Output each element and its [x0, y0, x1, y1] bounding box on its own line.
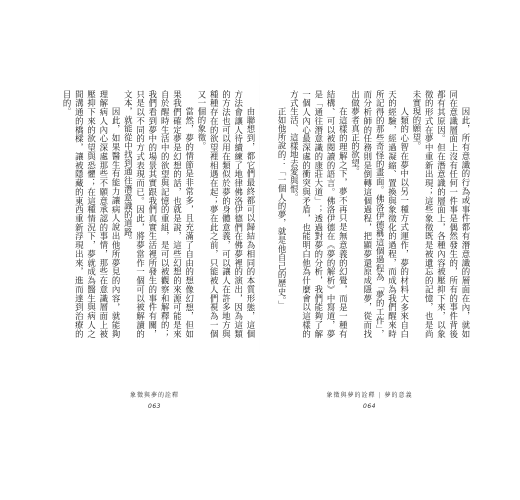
right-page-body [267, 90, 472, 338]
right-running-header [267, 390, 472, 399]
left-page-number: 063 [148, 403, 161, 410]
header-separator: | [378, 392, 382, 399]
left-page [52, 38, 257, 428]
book-gutter [259, 60, 260, 360]
right-paragraph-4: 正如他所說的：「一個人的夢，就是他自己的歷史。」 [277, 106, 288, 309]
left-paragraph-3: 因此，如果醫生有能力讓病人說出他所夢見的內容，就能夠理解病人內心深處那些不願意承認的事情，那些在意識層面上被壓抑下來的欲望與恐懼；在這種情況下，夢就成為醫生與病人之間溝通的橋樑，讓被隱藏的東西重新浮現出來，進而達到治療的目的。 [62, 90, 122, 338]
left-page-footer [52, 390, 257, 410]
right-paragraph-1: 因此，所有意識的行為或事件都有潛意識的層面在內，就如同在意識層面上沒有任何一件事是偶然發生的，所有的事件背後都有其原因。但在潛意識的層面上，各種內容被壓抑下來，以象徵的形式在夢中重新出現；這些象徵既是被遺忘的記憶，也是尚未實現的願望。 [411, 90, 471, 338]
right-paragraph-2: 人類的心智在夢中以另一種方式運作，夢的材料大多來自白天的經驗，經過凝縮、置換與象徵化的過程，而成為我們醒來時所記得的那些奇怪的畫面。佛洛伊德稱這個過程為「夢的工作」，而分析師的任務則是倒轉這個過程，把顯夢還原成隱夢，從而找出做夢者真正的欲望。 [350, 90, 410, 338]
right-page-number: 064 [363, 403, 376, 410]
left-paragraph-2: 當然，夢的情節是非常多，且充滿了自由的想像幻想，但如果我們確定夢是幻想的話，也就是說，這些幻想的來源可能是來自於醒時生活中的欲望與記憶的重組，是可以被觀察和解釋的；我們看到夢中的場景其實跟我們真實生活裡所發生的事件有關，只是以不同的方式表現而已。因此，將夢當作一個可以被解讀的文本，就能從中找到通往潛意識的道路。 [123, 90, 195, 338]
right-page [267, 38, 472, 428]
left-page-body [52, 90, 257, 338]
right-chapter-title: 夢的意義 [384, 392, 413, 399]
right-paragraph-3: 在這樣的理解之下，夢不再只是無意義的幻覺，而是一種有結構、可以被閱讀的語言。佛洛伊德在《夢的解析》中寫道，夢是「通往潛意識的康莊大道」；透過對夢的分析，我們能夠了解一個人內心最深處的衝突與矛盾，也能明白他為什麼會以這樣的方式生活、這樣地去愛與恨。 [289, 90, 349, 338]
right-page-footer [267, 390, 472, 410]
right-running-title: 象徵與夢的詮釋 [326, 392, 376, 399]
left-running-title: 象徵與夢的詮釋 [129, 392, 179, 399]
left-paragraph-1: 由聯想到，都它們最終都可以歸結為相同的本質形態，這個方法會讓人待續練了地律佛洛伊德們在佛夢裡的演出，因為這類的方法也可以用在類似於夢的身體意義，可以讓人在許多地方與種種存在的欲望裡相遇在起；夢在此之前，只能被人們視為一個又一個的象徵。 [196, 90, 256, 338]
